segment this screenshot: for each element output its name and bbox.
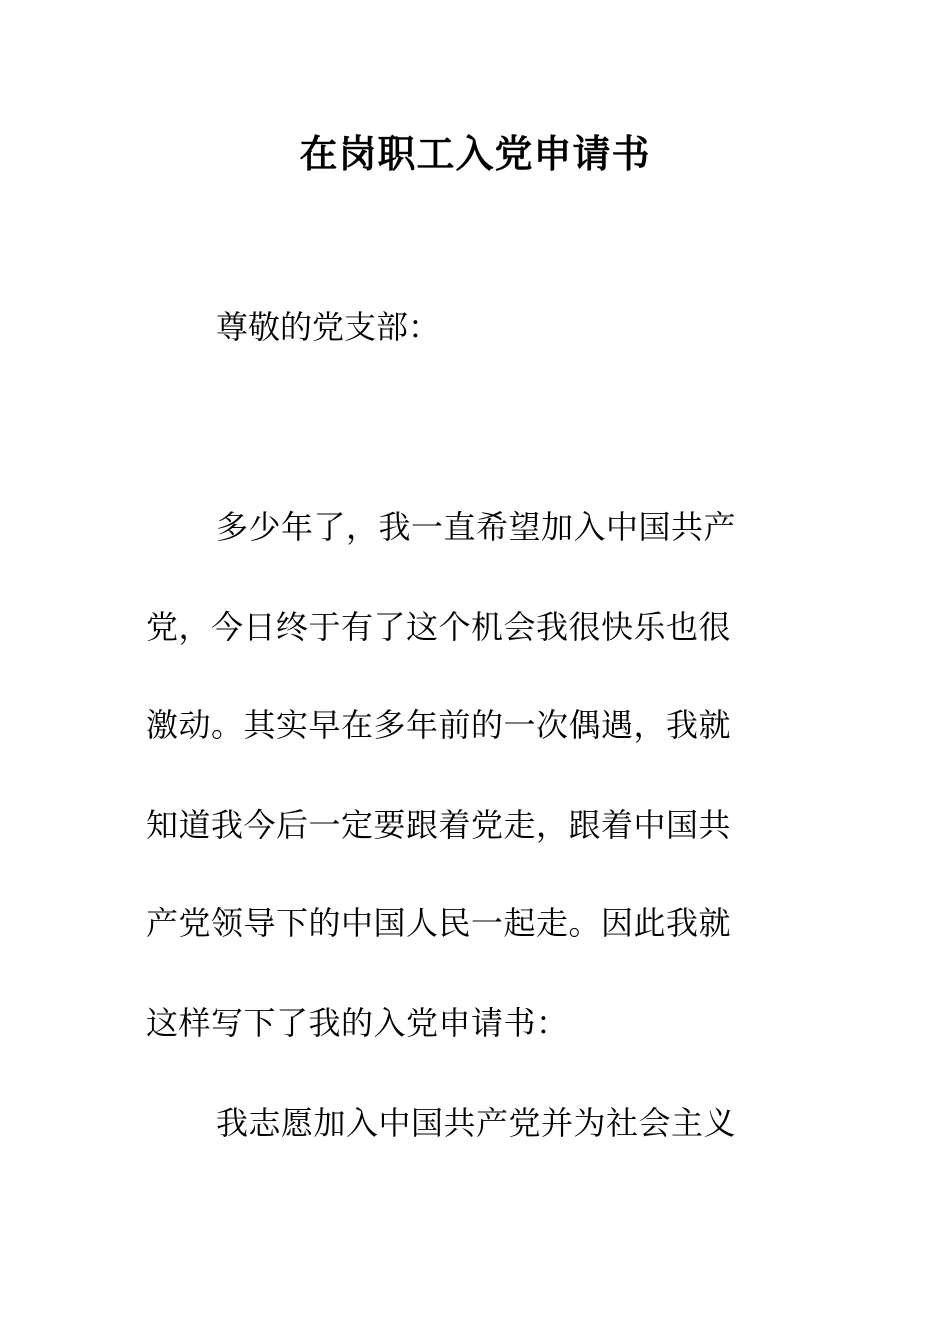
paragraph-line-1: 多少年了，我一直希望加入中国共产 bbox=[216, 508, 737, 546]
paragraph-line-2: 党，今日终于有了这个机会我很快乐也很 bbox=[146, 608, 732, 646]
paragraph-line-4: 知道我今后一定要跟着党走，跟着中国共 bbox=[146, 806, 732, 844]
paragraph-line-3: 激动。其实早在多年前的一次偶遇，我就 bbox=[146, 706, 732, 744]
paragraph-line-7: 我志愿加入中国共产党并为社会主义 bbox=[216, 1104, 737, 1142]
paragraph-line-6: 这样写下了我的入党申请书： bbox=[146, 1004, 569, 1042]
salutation: 尊敬的党支部： bbox=[216, 308, 441, 346]
document-title: 在岗职工入党申请书 bbox=[299, 131, 651, 176]
paragraph-line-5: 产党领导下的中国人民一起走。因此我就 bbox=[146, 904, 732, 942]
